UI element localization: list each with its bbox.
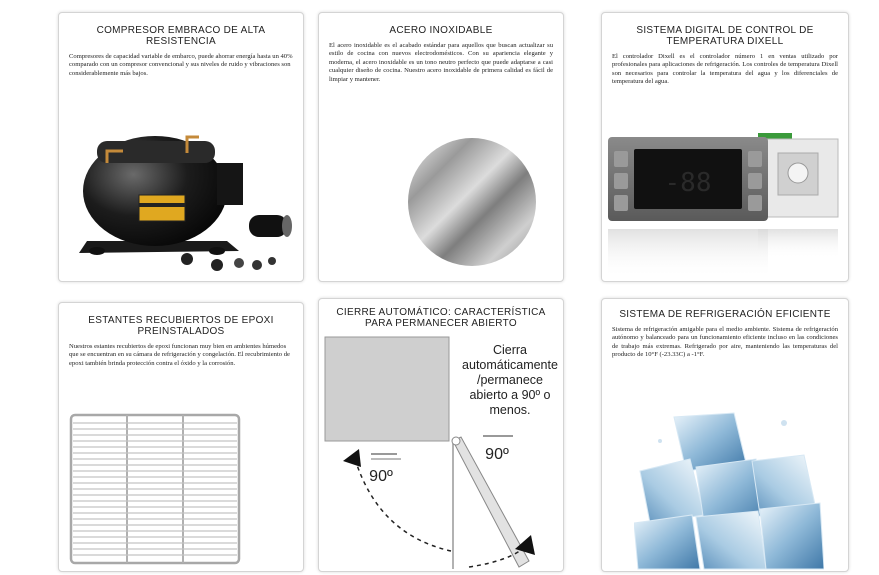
- door-feature-text: Cierra automáticamente /permanece abierto a 90º o menos.: [462, 343, 558, 417]
- angle-label-left: 90º: [369, 468, 393, 485]
- controller-display: -88: [664, 168, 712, 198]
- card-stainless-steel: [318, 12, 564, 282]
- shelf-image: [67, 409, 247, 567]
- card-epoxy-shelves: [58, 302, 304, 572]
- card-description: El acero inoxidable es el acabado estándar para aquellos que buscan actualizar su estilo de cocina con nuevos electrodomésticos. Con su apariencia elegante y moderna, el acero inoxidable es un tono neutro perfecto que puede adaptarse a casi cualquier diseño de cocina. Nuestro acero inoxidable de primera calidad es fácil de limpiar y mantener.: [329, 42, 553, 83]
- card-description: El controlador Dixell es el controlador número 1 en ventas utilizado por profesionales para aplicaciones de refrigeración. Los controles de temperatura Dixell son necesarios para controlar la temperatura del agua y los diferenciales de temperatura del agua.: [612, 53, 838, 86]
- card-description: Nuestros estantes recubiertos de epoxi funcionan muy bien en ambientes húmedos que se encuentran en su cámara de refrigeración y congelación. El recubrimiento de epoxi también brinda protección contra el óxido y la corrosión.: [69, 343, 290, 367]
- card-title: ESTANTES RECUBIERTOS DE EPOXI PREINSTALADOS: [88, 315, 274, 337]
- angle-label-right: 90º: [485, 446, 509, 463]
- compressor-image: [67, 123, 299, 278]
- ice-cubes-image: [634, 411, 824, 571]
- card-refrigeration-system: [601, 298, 849, 572]
- card-compressor: [58, 12, 304, 282]
- card-title: CIERRE AUTOMÁTICO: CARACTERÍSTICA PARA PERMANECER ABIERTO: [336, 307, 546, 329]
- card-dixell-controller: [601, 12, 849, 282]
- card-title: COMPRESOR EMBRACO DE ALTA RESISTENCIA: [96, 25, 266, 47]
- card-description: Sistema de refrigeración amigable para el medio ambiente. Sistema de refrigeración autónomo y balanceado para un funcionamiento eficiente incluso en las condiciones de trabajo más extremas. Refrigerado por aire, manteniendo las temperaturas del producto de 10°F (-23.33C) a -1°F.: [612, 326, 838, 359]
- card-description: Compresores de capacidad variable de embarco, puede ahorrar energía hasta un 40% comparado con un compresor convencional y sus niveles de ruido y vibraciones son considerablemente más bajos.: [69, 53, 293, 77]
- card-title: ACERO INOXIDABLE: [389, 25, 493, 36]
- steel-disc-image: [407, 137, 537, 267]
- card-title: SISTEMA DIGITAL DE CONTROL DE TEMPERATURA DIXELL: [636, 25, 814, 47]
- controller-image: [608, 133, 844, 281]
- card-self-closing-door: [318, 298, 564, 572]
- card-title: SISTEMA DE REFRIGERACIÓN EFICIENTE: [619, 309, 831, 320]
